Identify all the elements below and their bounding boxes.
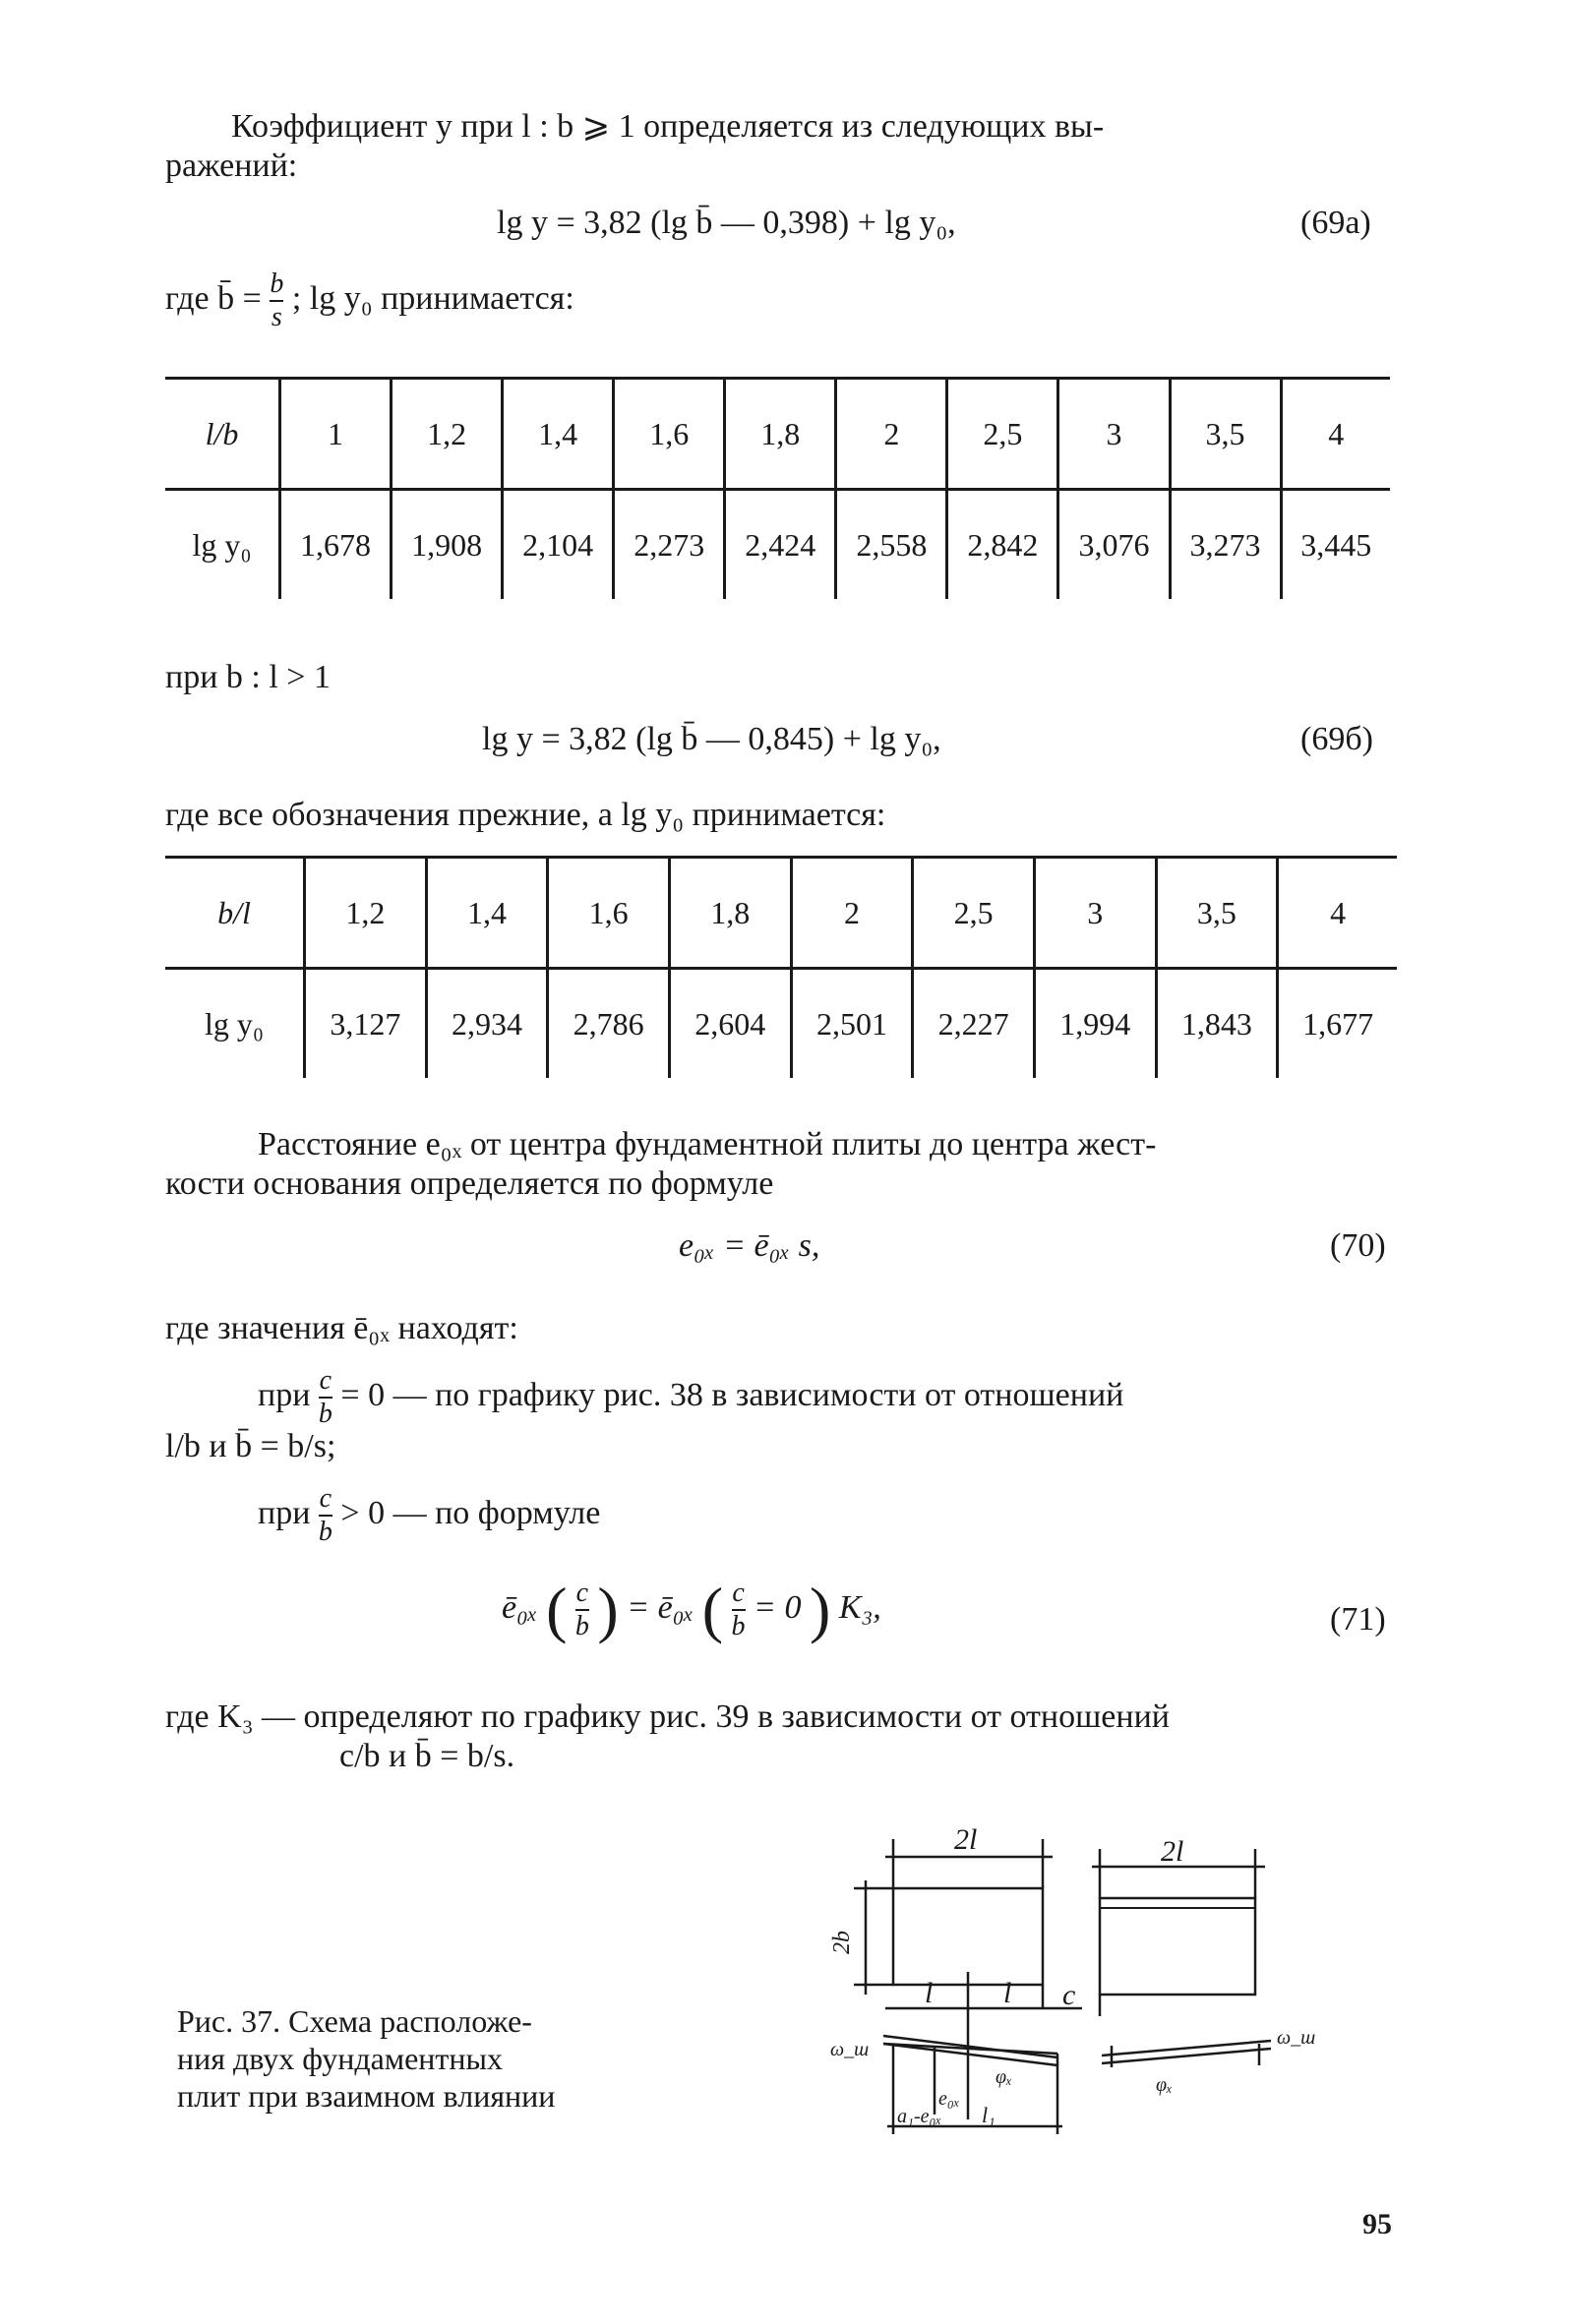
table-header-cell: 1,8 [725,380,836,490]
where-suffix: ; lg y₀ принимается: [291,279,574,317]
table-header-cell: 1,4 [426,859,548,969]
case-line: l/b и b̄ = b/s; [165,1428,336,1464]
paragraph-line: Коэффициент y при l : b ⩾ 1 определяется из следующих вы- [231,108,1105,145]
fraction-numerator: c [575,1578,589,1608]
table-header-cell: 2,5 [913,859,1035,969]
table-header-cell: 1,4 [503,380,614,490]
table-value-cell: 2,501 [791,969,913,1079]
eq71-mid: = ē₀ₓ [627,1588,694,1626]
case-prefix: при [258,1494,311,1531]
table-header-cell: 3,5 [1156,859,1278,969]
table-header-cell: 2,5 [947,380,1058,490]
table-header-cell: 1,8 [669,859,791,969]
eq71-left: ē₀ₓ [502,1588,538,1626]
figure-caption-line: плит при взаимном влиянии [177,2078,556,2114]
table-value-cell: 2,786 [548,969,670,1079]
table-value-row [165,490,1390,600]
label-l1: l₁ [982,2103,996,2127]
table-header-row [165,859,1397,969]
right-tilt-line [1102,2041,1271,2056]
case-line [258,1485,600,1546]
case-text: > 0 — по формуле [340,1494,601,1531]
table-header-cell: 3 [1058,380,1170,490]
label-omega: ω_ш [1277,2027,1316,2049]
figure-caption-line: Рис. 37. Схема расположе- [177,2003,532,2039]
table-header-cell: 1,6 [548,859,670,969]
fraction-numerator: c [319,1365,332,1396]
paragraph-line: ражений: [165,148,298,184]
table-row-label: lg y₀ [192,526,252,563]
table-value-cell: 2,104 [503,490,614,600]
fraction [270,270,283,331]
table-header-cell: 2 [791,859,913,969]
equation-number: (69а) [1300,205,1371,241]
fraction-denominator: b [318,1517,332,1547]
table-header-cell: 4 [1281,380,1390,490]
table-header-cell: 1,2 [392,380,503,490]
label-phi: φₓ [1156,2074,1173,2096]
fraction-numerator: c [732,1578,745,1608]
eq71-k: K₃, [838,1588,881,1626]
table-value-cell: 1,843 [1156,969,1278,1079]
table-value-cell: 1,994 [1034,969,1156,1079]
table-col-label: l/b [165,380,280,490]
label-2l: 2l [1161,1835,1184,1868]
right-plate [1100,1898,1255,1995]
table-value-cell: 1,678 [280,490,392,600]
fraction-denominator: b [318,1399,332,1429]
table-lg-y0-lb [165,380,1390,599]
case-line [258,1367,1123,1428]
paren-open: ( [546,1575,568,1644]
page-number: 95 [1362,2208,1392,2240]
table-header-cell: 1 [280,380,392,490]
table-header-cell: 1,6 [614,380,725,490]
table-row-label: lg y₀ [204,1005,265,1042]
label-a-e: a₁-e₀ₓ [897,2106,942,2127]
table-value-cell: 2,424 [725,490,836,600]
equation-69b: lg y = 3,82 (lg b̄ — 0,845) + lg y₀, [482,721,941,757]
label-l: l [1003,1977,1012,2009]
fraction-denominator: b [574,1611,589,1641]
fraction-denominator: s [271,302,282,332]
equation-number: (70) [1330,1227,1386,1264]
label-omega: ω_ш [830,2039,870,2060]
paren-close: ) [810,1575,831,1644]
label-c: c [1062,1979,1076,2011]
table-value-cell: 3,273 [1170,490,1281,600]
fraction-numerator: c [319,1483,332,1514]
where-line: где все обозначения прежние, а lg y₀ принимается: [165,797,886,833]
table-value-cell: 2,227 [913,969,1035,1079]
table-value-cell: 1,677 [1278,969,1397,1079]
equation-number: (69б) [1300,721,1373,757]
label-2l: 2l [954,1823,978,1856]
table-header-cell: 4 [1278,859,1397,969]
table-value-cell: 2,604 [669,969,791,1079]
equation-70: e₀ₓ = ē₀ₓ s, [679,1227,820,1264]
where-line: где K₃ — определяют по графику рис. 39 в зависимости от отношений [165,1698,1170,1735]
table-value-cell: 2,558 [836,490,947,600]
fraction [319,1367,332,1428]
table-value-cell: 1,908 [392,490,503,600]
equation-number: (71) [1330,1601,1386,1638]
equation-69a: lg y = 3,82 (lg b̄ — 0,398) + lg y₀, [497,205,956,241]
where-line: где значения ē₀ₓ находят: [165,1310,518,1346]
where-line [165,270,574,331]
paren-close: ) [597,1575,619,1644]
left-plate [893,1888,1043,1985]
table-value-cell: 3,445 [1281,490,1390,600]
table-header-cell: 3,5 [1170,380,1281,490]
paragraph-line: кости основания определяется по формуле [165,1165,774,1202]
table-value-cell: 3,076 [1058,490,1170,600]
foundation-diagram [816,1819,1328,2174]
condition-line: при b : l > 1 [165,659,331,695]
label-2b: 2b [829,1931,855,1954]
table-lg-y0-bl [165,859,1397,1078]
where-line: c/b и b̄ = b/s. [339,1738,515,1774]
figure-caption-line: ния двух фундаментных [177,2041,503,2076]
table-value-cell: 3,127 [305,969,427,1079]
fraction-numerator: b [270,268,284,299]
equation-71 [502,1574,881,1646]
table-value-cell: 2,934 [426,969,548,1079]
table-header-cell: 1,2 [305,859,427,969]
fraction [319,1485,332,1546]
table-value-cell: 2,842 [947,490,1058,600]
fraction [732,1579,746,1640]
table-value-row [165,969,1397,1079]
case-prefix: при [258,1376,311,1413]
table-header-cell: 3 [1034,859,1156,969]
label-phi: φₓ [996,2066,1012,2088]
fraction-denominator: b [731,1611,746,1641]
paragraph-line: Расстояние e₀ₓ от центра фундаментной плиты до центра жест- [258,1126,1157,1162]
label-l: l [925,1977,934,2009]
where-prefix: где b̄ = [165,279,262,317]
label-e0x: e₀ₓ [938,2088,960,2110]
table-value-cell: 2,273 [614,490,725,600]
case-text: = 0 — по графику рис. 38 в зависимости от отношений [340,1376,1124,1413]
table-header-cell: 2 [836,380,947,490]
eq71-tail: = 0 [754,1588,802,1626]
table-col-label: b/l [165,859,305,969]
fraction [575,1579,589,1640]
table-header-row [165,380,1390,490]
paren-open: ( [701,1575,724,1644]
